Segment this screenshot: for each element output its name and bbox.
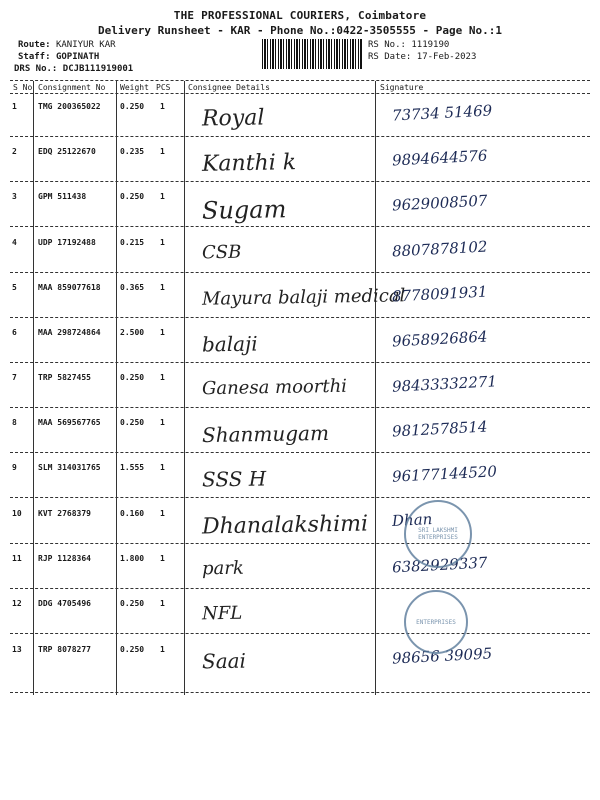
row-signature-handwritten: 9658926864 xyxy=(391,327,488,351)
row-consignee-handwritten: Ganesa moorthi xyxy=(201,375,348,400)
row-pcs: 1 xyxy=(160,418,165,427)
column-divider xyxy=(184,81,185,695)
row-pcs: 1 xyxy=(160,147,165,156)
row-pcs: 1 xyxy=(160,102,165,111)
row-weight: 0.215 xyxy=(120,238,145,247)
row-sno: 9 xyxy=(12,463,17,472)
row-consignment-no: MAA 298724864 xyxy=(38,328,101,337)
row-signature-handwritten: 6382929337 xyxy=(391,553,488,577)
rs-date-line xyxy=(368,52,476,62)
row-pcs: 1 xyxy=(160,238,165,247)
route-line xyxy=(18,40,116,50)
row-rule xyxy=(10,362,590,363)
row-weight: 0.160 xyxy=(120,509,145,518)
row-consignee-handwritten: SSS H xyxy=(201,466,267,492)
row-sno: 12 xyxy=(12,599,22,608)
row-pcs: 1 xyxy=(160,283,165,292)
row-sno: 13 xyxy=(12,645,22,654)
document-title: THE PROFESSIONAL COURIERS, Coimbatore xyxy=(173,9,427,22)
row-consignee-handwritten: park xyxy=(201,557,244,580)
row-weight: 0.250 xyxy=(120,373,145,382)
row-signature-handwritten: 73734 51469 xyxy=(391,101,493,125)
staff-value: GOPINATH xyxy=(55,52,100,62)
row-rule xyxy=(10,543,590,544)
row-pcs: 1 xyxy=(160,463,165,472)
row-consignee-handwritten: Sugam xyxy=(201,195,287,225)
row-signature-handwritten: 98656 39095 xyxy=(391,644,493,668)
row-consignment-no: GPM 511438 xyxy=(38,192,87,201)
rs-date-label: RS Date: xyxy=(368,52,412,62)
row-consignment-no: KVT 2768379 xyxy=(38,509,91,518)
row-consignment-no: RJP 1128364 xyxy=(38,554,91,563)
document-subtitle: Delivery Runsheet - KAR - Phone No.:0422-3505555 - Page No.:1 xyxy=(98,24,502,37)
row-weight: 0.250 xyxy=(120,102,145,111)
row-pcs: 1 xyxy=(160,373,165,382)
row-sno: 11 xyxy=(12,554,22,563)
row-signature-handwritten: Dhan xyxy=(391,509,433,531)
row-signature-handwritten: 8807878102 xyxy=(391,237,488,261)
row-signature-handwritten: 98433332271 xyxy=(391,372,498,396)
rs-no-value: 1119190 xyxy=(411,40,450,50)
row-rule xyxy=(10,407,590,408)
row-rule xyxy=(10,633,590,634)
row-signature-handwritten: 8778091931 xyxy=(391,282,488,306)
row-weight: 1.555 xyxy=(120,463,145,472)
row-rule xyxy=(10,497,590,498)
row-weight: 0.235 xyxy=(120,147,145,156)
row-consignment-no: UDP 17192488 xyxy=(38,238,96,247)
row-rule xyxy=(10,181,590,182)
barcode xyxy=(262,39,362,69)
row-pcs: 1 xyxy=(160,554,165,563)
row-signature-handwritten: 9812578514 xyxy=(391,417,488,441)
row-consignee-handwritten: Royal xyxy=(201,105,265,132)
col-header-consignee: Consignee Details xyxy=(188,83,270,92)
row-rule xyxy=(10,272,590,273)
rs-no-line xyxy=(368,40,449,50)
row-sno: 4 xyxy=(12,238,17,247)
row-rule xyxy=(10,317,590,318)
row-weight: 0.250 xyxy=(120,192,145,201)
column-divider xyxy=(33,81,34,695)
row-sno: 2 xyxy=(12,147,17,156)
table-header-rule xyxy=(10,93,590,94)
row-pcs: 1 xyxy=(160,192,165,201)
row-sno: 10 xyxy=(12,509,22,518)
drs-label: DRS No.: xyxy=(14,64,58,74)
company-stamp xyxy=(404,500,472,568)
row-pcs: 1 xyxy=(160,599,165,608)
rs-date-value: 17-Feb-2023 xyxy=(416,52,477,62)
column-divider xyxy=(116,81,117,695)
row-signature-handwritten: 9629008507 xyxy=(391,191,488,215)
row-rule xyxy=(10,692,590,693)
row-consignee-handwritten: CSB xyxy=(201,241,242,264)
col-header-pcs: PCS xyxy=(156,83,171,92)
col-header-weight: Weight xyxy=(120,83,149,92)
stamp-text: SRI LAKSHMI ENTERPRISES xyxy=(418,527,458,541)
route-label: Route: xyxy=(18,40,51,50)
row-consignee-handwritten: Mayura balaji medical xyxy=(201,285,406,310)
row-consignee-handwritten: Saai xyxy=(201,648,247,674)
row-pcs: 1 xyxy=(160,328,165,337)
row-weight: 2.500 xyxy=(120,328,145,337)
row-rule xyxy=(10,452,590,453)
col-header-signature: Signature xyxy=(380,83,424,92)
drs-value: DCJB111919001 xyxy=(62,64,134,74)
row-consignment-no: EDQ 25122670 xyxy=(38,147,96,156)
rs-no-label: RS No.: xyxy=(368,40,406,50)
row-sno: 7 xyxy=(12,373,17,382)
row-consignee-handwritten: Dhanalakshimi xyxy=(201,511,369,540)
row-signature-handwritten: 96177144520 xyxy=(391,462,498,486)
row-consignment-no: MAA 859077618 xyxy=(38,283,101,292)
drs-line xyxy=(14,64,133,74)
row-rule xyxy=(10,136,590,137)
stamp-text: ENTERPRISES xyxy=(416,618,456,626)
row-pcs: 1 xyxy=(160,645,165,654)
row-consignee-handwritten: Shanmugam xyxy=(201,420,330,448)
row-sno: 6 xyxy=(12,328,17,337)
row-sno: 1 xyxy=(12,102,17,111)
col-header-sno: S No xyxy=(13,83,33,92)
row-consignee-handwritten: Kanthi k xyxy=(201,150,297,177)
row-rule xyxy=(10,226,590,227)
company-stamp xyxy=(404,590,468,654)
row-weight: 0.250 xyxy=(120,418,145,427)
row-pcs: 1 xyxy=(160,509,165,518)
row-consignment-no: TRP 8078277 xyxy=(38,645,91,654)
col-header-consignment: Consignment No xyxy=(38,83,106,92)
row-weight: 0.365 xyxy=(120,283,145,292)
row-sno: 3 xyxy=(12,192,17,201)
table-top-rule xyxy=(10,80,590,81)
row-signature-handwritten: 9894644576 xyxy=(391,146,488,170)
row-consignment-no: TMG 200365022 xyxy=(38,102,101,111)
row-weight: 0.250 xyxy=(120,645,145,654)
row-sno: 5 xyxy=(12,283,17,292)
row-weight: 0.250 xyxy=(120,599,145,608)
row-consignment-no: DDG 4705496 xyxy=(38,599,91,608)
route-value: KANIYUR KAR xyxy=(55,40,116,50)
row-consignment-no: SLM 314031765 xyxy=(38,463,101,472)
row-sno: 8 xyxy=(12,418,17,427)
row-rule xyxy=(10,588,590,589)
staff-label: Staff: xyxy=(18,52,51,62)
row-consignment-no: MAA 569567765 xyxy=(38,418,101,427)
row-consignment-no: TRP 5827455 xyxy=(38,373,91,382)
row-weight: 1.800 xyxy=(120,554,145,563)
staff-line xyxy=(18,52,99,62)
column-divider xyxy=(375,81,376,695)
row-consignee-handwritten: NFL xyxy=(201,602,243,625)
row-consignee-handwritten: balaji xyxy=(201,331,258,357)
